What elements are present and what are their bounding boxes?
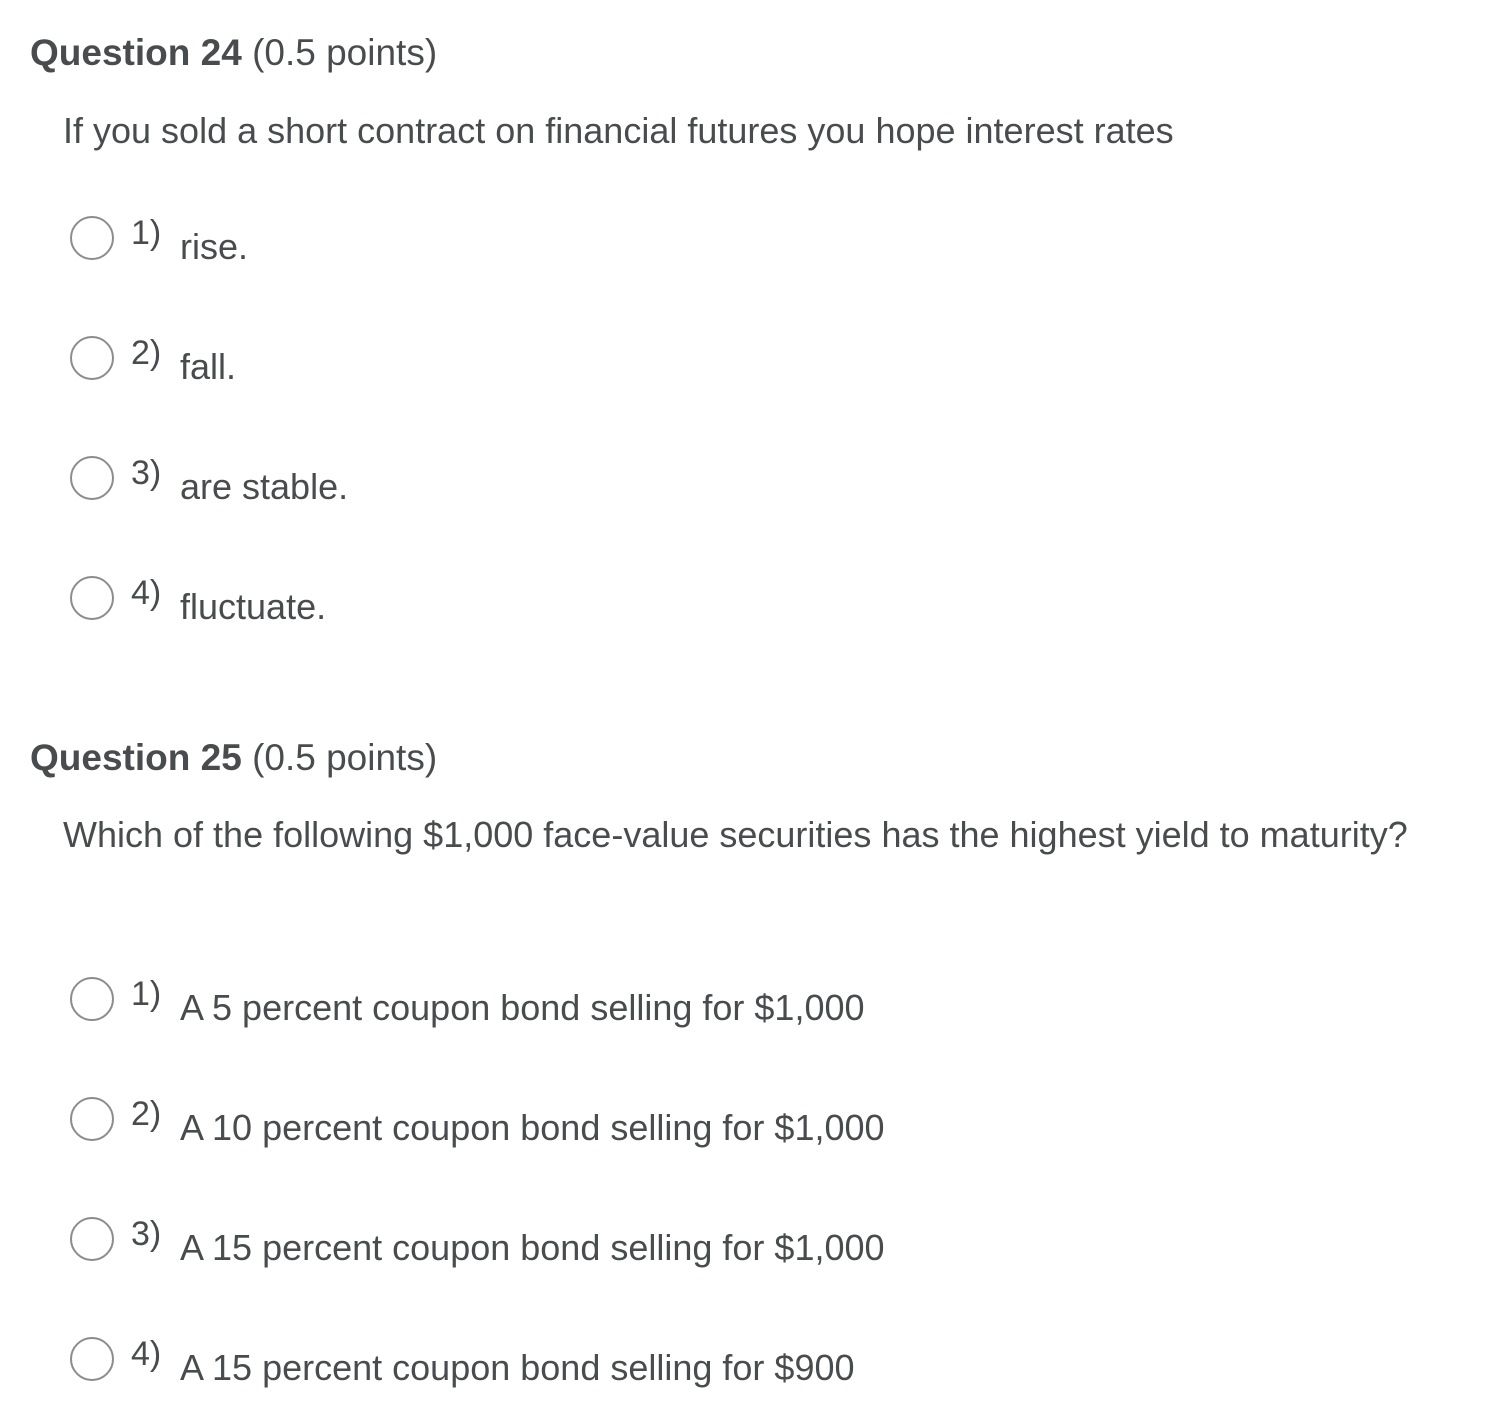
- radio-button[interactable]: [70, 977, 114, 1021]
- radio-button[interactable]: [70, 1097, 114, 1141]
- radio-button[interactable]: [70, 1337, 114, 1381]
- question-points: (0.5 points): [252, 737, 438, 778]
- option-text: A 5 percent coupon bond selling for $1,000: [180, 987, 865, 1028]
- radio-button[interactable]: [70, 576, 114, 620]
- option-text: are stable.: [180, 466, 349, 507]
- radio-button[interactable]: [70, 336, 114, 380]
- option-number: 3): [131, 1215, 162, 1253]
- answer-option[interactable]: [70, 1215, 1370, 1268]
- answer-option[interactable]: [70, 1095, 1370, 1148]
- option-number: 4): [131, 574, 162, 612]
- option-text: A 15 percent coupon bond selling for $1,000: [180, 1227, 885, 1268]
- radio-button[interactable]: [70, 216, 114, 260]
- question-text: If you sold a short contract on financial futures you hope interest rates: [63, 110, 1174, 151]
- question-points: (0.5 points): [252, 32, 438, 73]
- answer-option[interactable]: [70, 1335, 1370, 1388]
- answer-option[interactable]: [70, 334, 1370, 387]
- question-header: [30, 32, 437, 74]
- option-number: 1): [131, 975, 162, 1013]
- answer-option[interactable]: [70, 214, 1370, 267]
- radio-button[interactable]: [70, 1217, 114, 1261]
- option-text: A 15 percent coupon bond selling for $900: [180, 1347, 855, 1388]
- question-header: [30, 737, 437, 779]
- option-text: A 10 percent coupon bond selling for $1,000: [180, 1107, 885, 1148]
- option-number: 2): [131, 334, 162, 372]
- option-text: fall.: [180, 346, 237, 387]
- option-text: fluctuate.: [180, 586, 327, 627]
- option-number: 2): [131, 1095, 162, 1133]
- option-text: rise.: [180, 226, 249, 267]
- answer-option[interactable]: [70, 454, 1370, 507]
- question-title: Question 25: [30, 737, 242, 778]
- radio-button[interactable]: [70, 456, 114, 500]
- answer-option[interactable]: [70, 574, 1370, 627]
- option-number: 1): [131, 214, 162, 252]
- question-title: Question 24: [30, 32, 242, 73]
- option-number: 3): [131, 454, 162, 492]
- question-text: Which of the following $1,000 face-value securities has the highest yield to maturity?: [63, 814, 1408, 855]
- answer-option[interactable]: [70, 975, 1370, 1028]
- option-number: 4): [131, 1335, 162, 1373]
